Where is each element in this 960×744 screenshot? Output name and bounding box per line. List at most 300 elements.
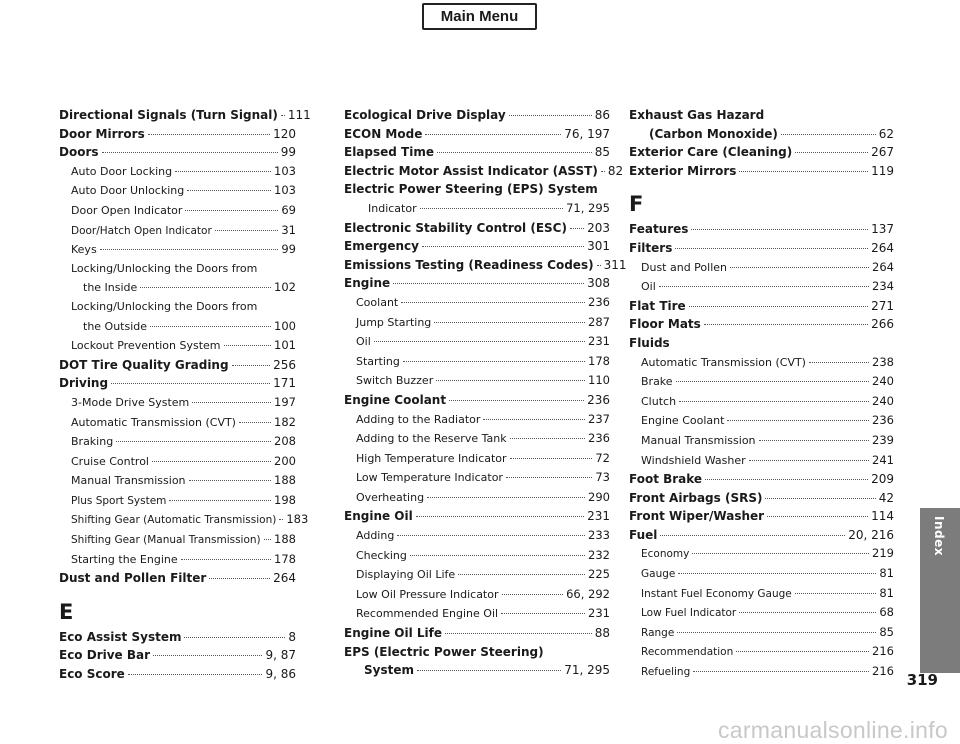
dot-leader [420,208,563,209]
index-subentry[interactable] [59,221,296,241]
entry-title: Braking [71,435,114,449]
entry-page: 103 [274,183,296,198]
entry-title: Lockout Prevention System [71,339,221,353]
index-subentry[interactable] [59,452,296,472]
index-subentry[interactable] [59,317,296,337]
entry-page: 31 [281,222,296,237]
entry-title: Engine Coolant [641,414,725,428]
entry-title: Refueling [641,666,691,679]
entry-page: 178 [274,551,296,566]
entry-page: 99 [280,145,296,160]
dot-leader [175,171,271,172]
dot-leader [100,249,279,250]
dot-leader [739,171,868,172]
dot-leader [509,115,592,116]
dot-leader [239,422,271,423]
dot-leader [739,612,876,613]
entry-title: Door Mirrors [59,126,145,141]
entry-page: 81 [879,566,894,581]
entry-page: 219 [872,546,894,561]
dot-leader [264,539,271,540]
entry-title: Oil [641,280,656,294]
entry-page: 267 [871,145,894,160]
entry-page: 232 [588,547,610,562]
entry-title: Coolant [356,295,399,309]
index-subentry[interactable] [344,546,610,566]
dot-leader [102,152,278,153]
dot-leader [169,500,271,501]
index-subentry[interactable] [59,201,296,221]
index-subentry[interactable] [59,471,296,491]
dot-leader [678,573,876,574]
dot-leader [374,341,585,342]
index-subentry[interactable] [59,181,296,201]
index-subentry[interactable] [344,313,610,333]
index-entry[interactable] [344,391,610,410]
dot-leader [458,574,585,575]
entry-page: 20, 216 [848,527,894,542]
dot-leader [185,210,278,211]
index-entry[interactable] [59,143,296,162]
entry-page: 197 [274,394,296,409]
index-subentry [59,298,296,317]
index-subentry[interactable] [344,332,610,352]
entry-title: Electric Power Steering (EPS) System [344,182,598,197]
entry-title: the Inside [83,281,138,295]
index-entry[interactable] [344,237,610,256]
entry-title: DOT Tire Quality Grading [59,357,229,372]
entry-title: Indicator [368,201,417,215]
entry-title: High Temperature Indicator [356,451,507,465]
entry-page: 208 [274,434,296,449]
entry-title: Windshield Washer [641,453,746,467]
dot-leader [765,498,875,499]
entry-page: 237 [588,411,610,426]
dot-leader [152,461,271,462]
dot-leader [767,516,868,517]
entry-page: 203 [587,220,610,235]
entry-title: Dust and Pollen [641,260,727,274]
dot-leader [501,613,585,614]
dot-leader [510,438,585,439]
dot-leader [140,287,271,288]
dot-leader [422,246,584,247]
entry-title: Automatic Transmission (CVT) [71,415,236,429]
entry-title: Low Fuel Indicator [641,607,737,620]
index-entry[interactable] [344,256,627,275]
entry-title: Floor Mats [629,317,701,332]
entry-page: 198 [274,492,296,507]
index-subentry[interactable] [344,526,610,546]
index-subentry[interactable] [629,372,894,392]
index-entry[interactable] [344,219,610,238]
index-entry[interactable] [344,624,610,643]
index-subentry[interactable] [344,565,610,585]
index-entry[interactable] [629,297,894,316]
entry-title: Fuel [629,527,658,542]
entry-page: 236 [588,294,610,309]
entry-title: Foot Brake [629,472,703,487]
entry-page: 301 [587,239,610,254]
index-subentry [59,260,296,279]
dot-leader [417,670,561,671]
entry-title: Emergency [344,239,419,254]
entry-page: 240 [872,393,894,408]
index-subentry[interactable] [629,277,894,297]
index-subentry[interactable] [59,162,296,182]
index-subentry[interactable] [59,510,309,530]
dot-leader [437,152,592,153]
entry-page: 308 [587,276,610,291]
index-entry[interactable] [59,665,296,684]
entry-title: Door Open Indicator [71,203,183,217]
entry-page: 76, 197 [564,126,610,141]
index-entry[interactable] [629,220,894,239]
watermark: carmanualsonline.info [717,717,948,743]
dot-leader [434,322,585,323]
dot-leader [416,516,584,517]
entry-title: Eco Score [59,667,125,682]
index-entry[interactable] [344,507,610,526]
index-subentry[interactable] [344,604,610,624]
dot-leader [749,460,869,461]
entry-title: 3-Mode Drive System [71,395,190,409]
index-subentry[interactable] [629,564,894,584]
dot-leader [704,324,868,325]
entry-title: Checking [356,548,407,562]
entry-title: Exhaust Gas Hazard [629,108,765,122]
dot-leader [189,480,272,481]
index-subentry[interactable] [344,488,610,508]
index-entry[interactable] [629,143,894,162]
dot-leader [215,230,279,231]
entry-title: Recommendation [641,646,734,659]
dot-leader [693,671,869,672]
entry-page: 85 [594,145,610,160]
index-entry[interactable] [59,356,296,375]
entry-title: Adding to the Reserve Tank [356,432,507,446]
entry-page: 9, 86 [265,667,296,682]
index-subentry[interactable] [629,603,894,623]
entry-title: Adding [356,529,395,543]
index-entry[interactable] [629,125,894,144]
entry-title: Range [641,626,675,639]
index-subentry[interactable] [59,278,296,298]
entry-title: Electric Motor Assist Indicator (ASST) [344,163,598,178]
dot-leader [192,402,271,403]
entry-page: 182 [274,414,296,429]
dot-leader [128,674,263,675]
entry-title: Emissions Testing (Readiness Codes) [344,257,594,272]
entry-title: Keys [71,243,97,257]
entry-page: 71, 295 [566,200,610,215]
entry-page: 103 [274,163,296,178]
index-subentry[interactable] [344,371,610,391]
dot-leader [597,265,601,266]
dot-leader [224,345,272,346]
entry-title: Locking/Unlocking the Doors from [71,261,258,275]
dot-leader [279,519,283,520]
index-subentry[interactable] [344,449,610,469]
index-subentry[interactable] [59,240,296,260]
entry-title: Shifting Gear (Manual Transmission) [71,534,261,547]
index-entry[interactable] [629,315,894,334]
entry-title: Fluids [629,335,670,350]
index-subentry[interactable] [629,353,894,373]
entry-page: 209 [871,472,894,487]
entry-page: 69 [281,202,296,217]
index-subentry[interactable] [629,662,894,682]
entry-title: Eco Drive Bar [59,648,151,663]
entry-page: 119 [871,163,894,178]
index-subentry[interactable] [629,258,894,278]
dot-leader [510,458,593,459]
entry-page: 81 [879,585,894,600]
dot-leader [449,400,584,401]
index-subentry[interactable] [59,550,296,570]
entry-title: Manual Transmission [71,474,186,488]
index-entry[interactable] [344,143,610,162]
entry-title: Auto Door Locking [71,164,173,178]
index-column-1 [59,106,311,684]
index-entry[interactable] [629,162,894,181]
dot-leader [393,283,584,284]
entry-title: Gauge [641,568,676,581]
entry-title: Filters [629,240,673,255]
dot-leader [401,302,585,303]
index-subentry[interactable] [59,432,296,452]
index-subentry[interactable] [629,411,894,431]
index-subentry[interactable] [344,585,610,605]
entry-title: Auto Door Unlocking [71,184,185,198]
entry-page: 264 [273,571,296,586]
entry-page: 110 [588,373,610,388]
entry-title: Elapsed Time [344,145,434,160]
entry-page: 266 [871,317,894,332]
entry-page: 236 [587,392,610,407]
entry-title: Engine Coolant [344,392,447,407]
index-entry[interactable] [344,661,610,680]
entry-page: 111 [287,108,311,122]
entry-page: 231 [588,606,610,621]
entry-page: 73 [595,470,610,485]
index-side-tab[interactable] [920,508,960,673]
entry-page: 290 [588,489,610,504]
entry-page: 238 [872,354,894,369]
entry-page: 216 [872,644,894,659]
entry-page: 188 [274,473,296,488]
entry-title: Displaying Oil Life [356,568,456,582]
index-entry[interactable] [59,106,311,125]
index-subentry[interactable] [344,293,610,313]
entry-page: 66, 292 [566,586,610,601]
dot-leader [730,267,869,268]
index-subentry[interactable] [629,642,894,662]
entry-page: 137 [871,222,894,237]
index-subentry[interactable] [59,393,296,413]
entry-title: Starting [356,354,400,368]
index-subentry[interactable] [59,491,296,511]
index-entry[interactable] [59,569,296,588]
index-tab-label: Index [932,516,946,556]
dot-leader [502,594,564,595]
entry-title: Front Airbags (SRS) [629,490,763,505]
index-entry [629,334,894,353]
dot-leader [795,152,868,153]
entry-page: 231 [587,509,610,524]
dot-leader [187,190,271,191]
index-entry[interactable] [344,274,610,293]
entry-title: Front Wiper/Washer [629,509,765,524]
entry-title: Electronic Stability Control (ESC) [344,220,567,235]
index-subentry[interactable] [629,584,894,604]
entry-title: Flat Tire [629,298,686,313]
entry-page: 188 [274,532,296,547]
dot-leader [425,134,561,135]
dot-leader [397,535,585,536]
index-entry[interactable] [344,162,624,181]
entry-title: EPS (Electric Power Steering) [344,644,544,659]
index-subentry[interactable] [629,623,894,643]
dot-leader [795,593,877,594]
entry-page: 264 [871,240,894,255]
entry-title: Engine [344,276,391,291]
entry-page: 216 [872,664,894,679]
entry-page: 311 [603,257,627,272]
index-subentry[interactable] [629,392,894,412]
index-subentry[interactable] [344,410,610,430]
index-subentry[interactable] [629,451,894,471]
entry-page: 88 [594,626,610,641]
dot-leader [445,633,592,634]
entry-title: Switch Buzzer [356,374,434,388]
index-column-3 [629,106,894,682]
dot-leader [809,362,869,363]
index-entry [344,643,610,662]
index-subentry[interactable] [59,413,296,433]
index-subentry[interactable] [59,336,296,356]
section-letter: E [59,599,74,624]
dot-leader [111,383,270,384]
dot-leader [232,365,271,366]
entry-title: Eco Assist System [59,629,182,644]
index-subentry[interactable] [344,468,610,488]
entry-page: 102 [274,280,296,295]
entry-title: Manual Transmission [641,433,756,447]
entry-title: Economy [641,548,690,561]
index-entry[interactable] [59,125,296,144]
entry-title: the Outside [83,319,148,333]
entry-page: 8 [288,629,296,644]
main-menu-button[interactable]: Main Menu [422,3,537,30]
entry-page: 240 [872,374,894,389]
entry-title: Low Oil Pressure Indicator [356,587,499,601]
index-entry [344,180,610,199]
dot-leader [781,134,876,135]
entry-title: Low Temperature Indicator [356,471,503,485]
index-entry[interactable] [59,646,296,665]
index-subentry[interactable] [344,429,610,449]
index-entry[interactable] [344,125,610,144]
index-entry[interactable] [629,239,894,258]
entry-page: 120 [273,126,296,141]
dot-leader [184,637,285,638]
dot-leader [679,401,869,402]
entry-title: Doors [59,145,99,160]
dot-leader [692,553,869,554]
dot-leader [759,440,870,441]
entry-page: 236 [588,431,610,446]
entry-page: 239 [872,432,894,447]
index-entry[interactable] [59,628,296,647]
entry-title: ECON Mode [344,126,423,141]
index-entry[interactable] [629,489,894,508]
page-number: 319 [906,671,938,689]
dot-leader [601,171,605,172]
entry-page: 233 [588,528,610,543]
index-entry[interactable] [344,106,610,125]
dot-leader [209,578,270,579]
entry-title: Recommended Engine Oil [356,607,499,621]
entry-title: Shifting Gear (Automatic Transmission) [71,514,277,527]
entry-title: Locking/Unlocking the Doors from [71,299,258,313]
index-subentry[interactable] [629,544,894,564]
entry-page: 200 [274,453,296,468]
entry-title: Cruise Control [71,454,149,468]
index-entry[interactable] [59,374,296,393]
index-subentry[interactable] [344,199,610,219]
entry-title: Overheating [356,490,425,504]
index-subentry[interactable] [344,352,610,372]
entry-title: Door/Hatch Open Indicator [71,224,212,237]
index-entry[interactable] [629,526,894,545]
entry-page: 225 [588,567,610,582]
dot-leader [427,497,585,498]
index-entry[interactable] [629,470,894,489]
entry-title: Exterior Care (Cleaning) [629,145,793,160]
entry-title: Starting the Engine [71,552,178,566]
dot-leader [736,651,869,652]
dot-leader [483,419,585,420]
entry-page: 100 [274,318,296,333]
entry-page: 271 [871,298,894,313]
dot-leader [675,248,868,249]
entry-page: 62 [878,126,894,141]
index-entry[interactable] [629,507,894,526]
entry-title: Exterior Mirrors [629,163,737,178]
entry-page: 42 [878,490,894,505]
entry-title: Oil [356,335,371,349]
index-subentry[interactable] [59,530,296,550]
entry-title: Features [629,222,689,237]
dot-leader [660,535,845,536]
entry-title: Brake [641,375,673,389]
entry-title: Ecological Drive Display [344,108,506,122]
entry-page: 264 [872,259,894,274]
entry-title: Jump Starting [356,315,432,329]
dot-leader [727,420,869,421]
dot-leader [436,380,585,381]
entry-page: 236 [872,413,894,428]
index-subentry[interactable] [629,431,894,451]
entry-title: Adding to the Radiator [356,412,481,426]
entry-page: 183 [286,512,309,527]
entry-title: Instant Fuel Economy Gauge [641,587,792,600]
entry-title: Directional Signals (Turn Signal) [59,108,278,122]
entry-title: System [364,663,414,678]
entry-title: Dust and Pollen Filter [59,571,207,586]
dot-leader [691,229,868,230]
